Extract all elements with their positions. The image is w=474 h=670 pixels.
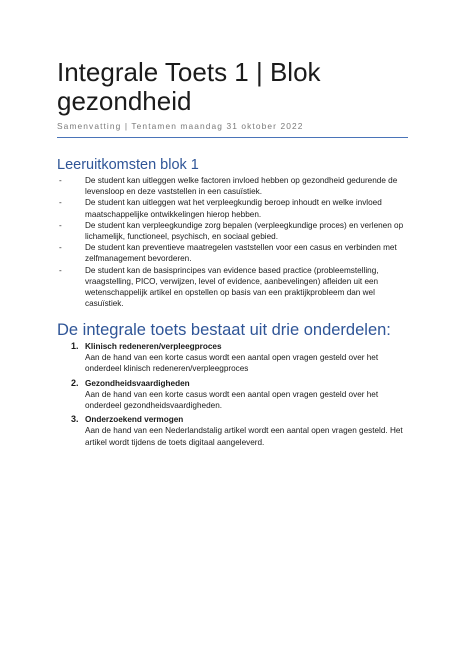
- bullet-dash: -: [59, 198, 62, 208]
- subtitle-divider: [57, 137, 408, 138]
- exam-part-description: Aan de hand van een Nederlandstalig artikel wordt een aantal open vragen gesteld. Het artikel wordt tijdens de toets digitaal aangeleverd.: [85, 426, 403, 447]
- list-item-text: De student kan de basisprincipes van evidence based practice (probleemstelling, vraagstelling, PICO, verwijzen, level of evidence, aanbevelingen) afleiden uit een wetenschappelijk artikel en opstellen op basis van een praktijkprobleem dan wel casuïstiek.: [85, 265, 379, 309]
- bullet-dash: -: [59, 220, 62, 230]
- exam-part-number: 1.: [71, 341, 79, 351]
- learning-outcomes-list: [57, 175, 409, 309]
- exam-part-number: 3.: [71, 414, 79, 425]
- list-item: [57, 242, 409, 264]
- list-item-text: De student kan verpleegkundige zorg bepalen (verpleegkundige proces) en verlenen op lichamelijk, functioneel, psychisch, en sociaal gebied.: [85, 220, 404, 242]
- exam-part-title: Onderzoekend vermogen: [85, 415, 184, 425]
- exam-part-number: 2.: [71, 377, 79, 388]
- list-item: [57, 197, 409, 219]
- exam-part-title: Klinisch redeneren/verpleegproces: [85, 342, 222, 351]
- list-item: [57, 265, 409, 310]
- learning-outcomes-heading: Leeruitkomsten blok 1: [57, 157, 199, 173]
- document-subtitle: Samenvatting | Tentamen maandag 31 oktober 2022: [57, 121, 304, 131]
- list-item: [57, 175, 409, 197]
- exam-part-item: [57, 341, 409, 375]
- list-item: [57, 220, 409, 242]
- exam-part-title: Gezondheidsvaardigheden: [85, 378, 190, 388]
- exam-parts-list: [57, 341, 409, 451]
- list-item-text: De student kan uitleggen welke factoren invloed hebben op gezondheid gedurende de levensloop en deze vaststellen in een casuïstiek.: [85, 176, 398, 197]
- exam-part-description: Aan de hand van een korte casus wordt een aantal open vragen gesteld over het onderdeel klinisch redeneren/verpleegproces: [85, 353, 379, 374]
- list-item-text: De student kan preventieve maatregelen vaststellen voor een casus en verbinden met zelfmanagement bevorderen.: [85, 243, 397, 264]
- exam-parts-heading: De integrale toets bestaat uit drie onderdelen:: [57, 321, 391, 339]
- exam-part-description: Aan de hand van een korte casus wordt een aantal open vragen gesteld over het onderdeel gezondheidsvaardigheden.: [85, 389, 379, 411]
- exam-part-item: [57, 414, 409, 448]
- exam-part-item: [57, 378, 409, 412]
- bullet-dash: -: [59, 243, 62, 253]
- bullet-dash: -: [59, 176, 62, 185]
- list-item-text: De student kan uitleggen wat het verpleegkundig beroep inhoudt en welke invloed maatschappelijke ontwikkelingen hierop hebben.: [85, 198, 382, 219]
- bullet-dash: -: [59, 265, 62, 275]
- document-title: Integrale Toets 1 | Blok gezondheid: [57, 57, 321, 116]
